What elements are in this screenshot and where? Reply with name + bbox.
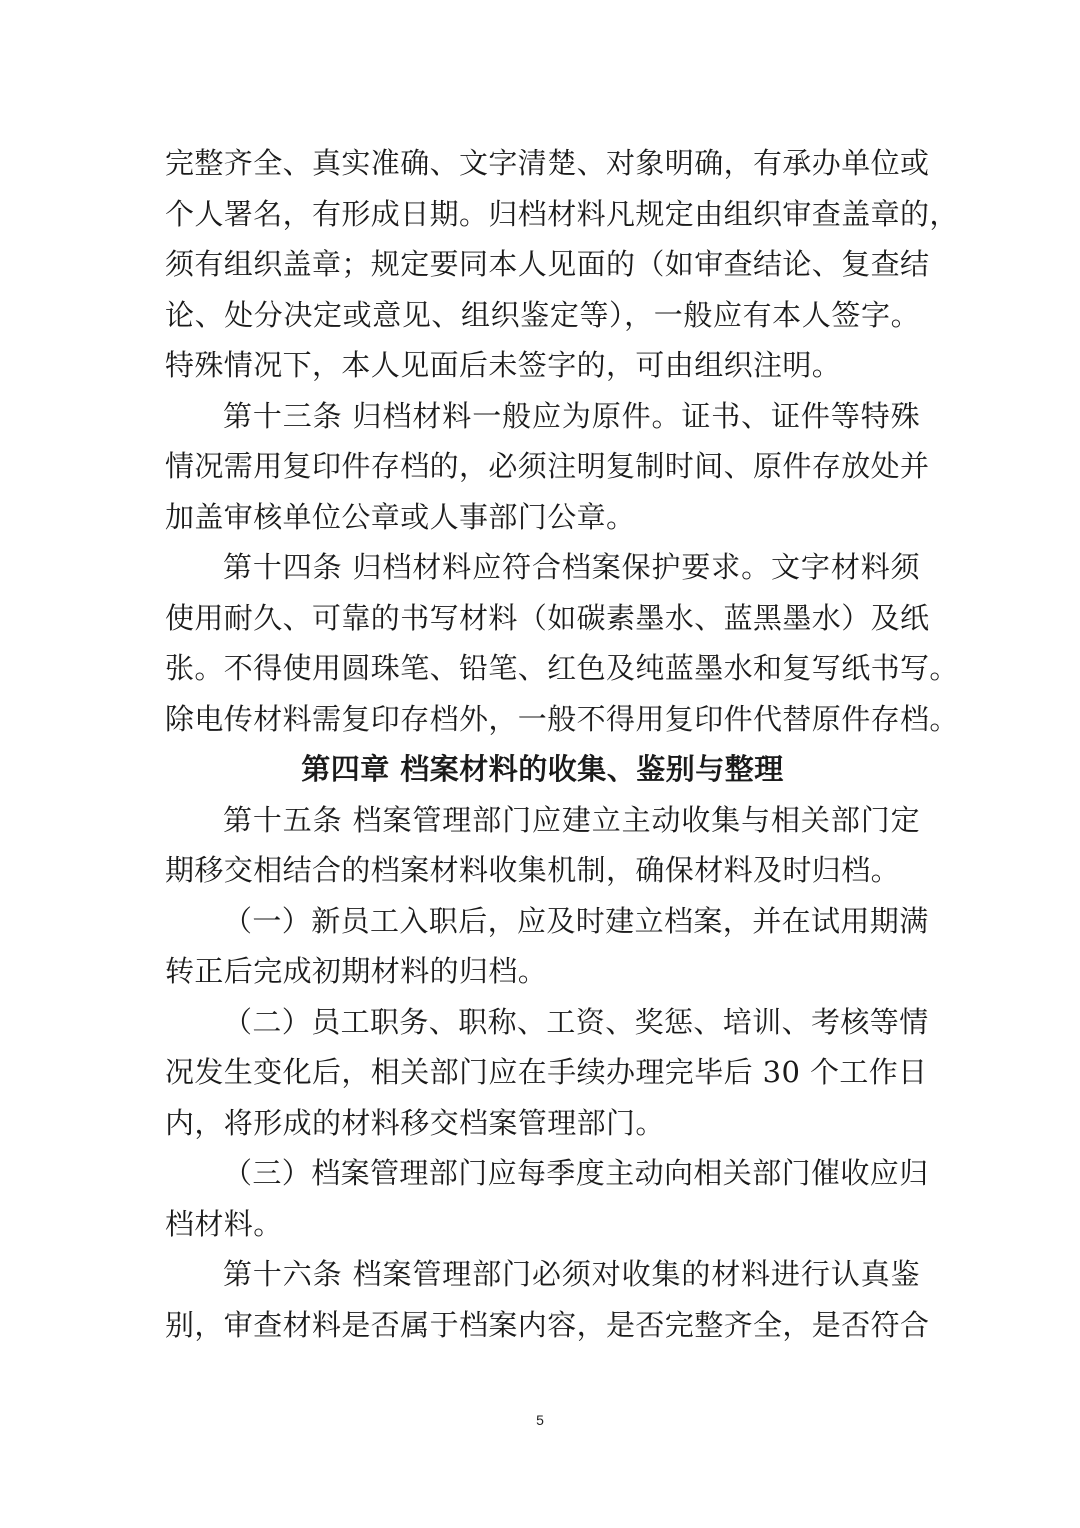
text-line: 内，将形成的材料移交档案管理部门。 [165,1105,665,1140]
text-line: 完整齐全、真实准确、文字清楚、对象明确，有承办单位或 [165,146,930,180]
text-line: 使用耐久、可靠的书写材料（如碳素墨水、蓝黑墨水）及纸 [165,600,930,635]
text-line: 特殊情况下，本人见面后未签字的，可由组织注明。 [165,348,842,382]
text-line: 况发生变化后，相关部门应在手续办理完毕后 30 个工作日 [165,1055,928,1089]
text-line: 情况需用复印件存档的，必须注明复制时间、原件存放处并 [165,449,930,483]
text-line: 须有组织盖章；规定要同本人见面的（如审查结论、复查结 [165,247,930,281]
text-line: 别，审查材料是否属于档案内容，是否完整齐全，是否符合 [165,1307,930,1342]
text-line: 加盖审核单位公章或人事部门公章。 [165,499,636,534]
text-line: 论、处分决定或意见、组织鉴定等），一般应有本人签字。 [165,297,920,332]
text-line: 期移交相结合的档案材料收集机制，确保材料及时归档。 [165,853,901,887]
text-line: 转正后完成初期材料的归档。 [165,954,548,988]
page-number: 5 [536,1412,544,1428]
text-line: 档材料。 [165,1206,283,1241]
text-line: 第十三条 归档材料一般应为原件。证书、证件等特殊 [223,398,920,433]
text-line: （二）员工职务、职称、工资、奖惩、培训、考核等情 [223,1004,929,1039]
text-line: 除电传材料需复印存档外，一般不得用复印件代替原件存档。 [165,701,959,736]
text-line: （三）档案管理部门应每季度主动向相关部门催收应归 [223,1156,929,1190]
paragraph-block-before-chapter [165,138,959,744]
text-line: 第十六条 档案管理部门必须对收集的材料进行认真鉴 [223,1257,920,1291]
text-line: 第十五条 档案管理部门应建立主动收集与相关部门定 [223,802,920,837]
text-line: 张。不得使用圆珠笔、铅笔、红色及纯蓝墨水和复写纸书写。 [165,651,959,685]
text-line: 个人署名，有形成日期。归档材料凡规定由组织审查盖章的， [165,196,959,231]
paragraph-block-after-chapter [165,795,930,1351]
document-body [165,138,959,1350]
text-line: （一）新员工入职后，应及时建立档案，并在试用期满 [223,903,929,938]
text-line: 第十四条 归档材料应符合档案保护要求。文字材料须 [223,550,920,584]
chapter-heading: 第四章 档案材料的收集、鉴别与整理 [301,752,784,786]
